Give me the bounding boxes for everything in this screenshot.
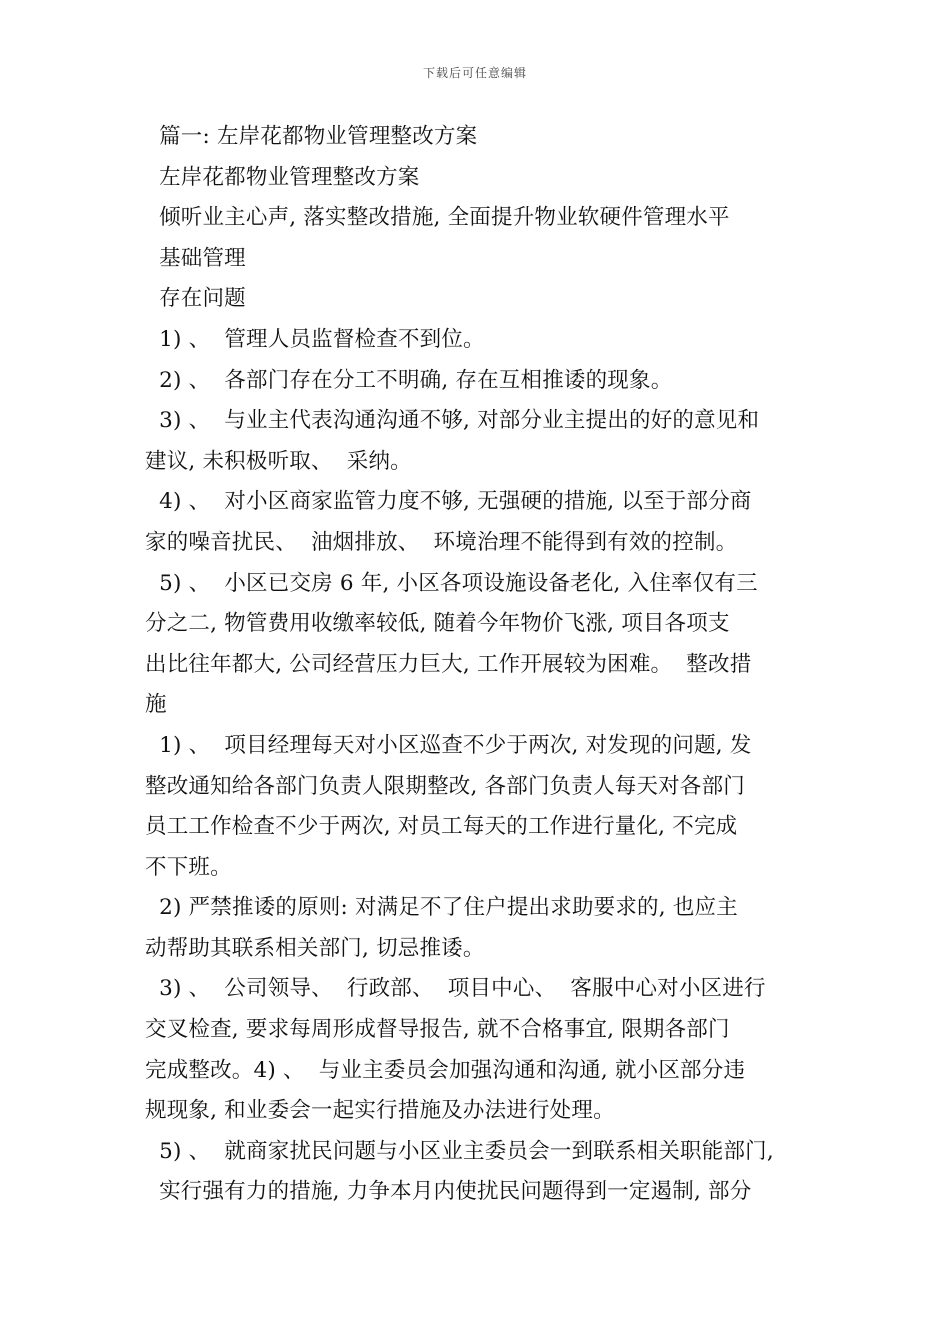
text-line: 3) 、 与业主代表沟通沟通不够, 对部分业主提出的好的意见和 [145, 408, 760, 434]
text-line: 规现象, 和业委会一起实行措施及办法进行处理。 [145, 1098, 615, 1124]
subsection-heading: 存在问题 [145, 286, 246, 312]
document-slogan: 倾听业主心声, 落实整改措施, 全面提升物业软硬件管理水平 [145, 205, 730, 231]
text-line: 3) 、 公司领导、 行政部、 项目中心、 客服中心对小区进行 [145, 976, 766, 1002]
page-header: 下载后可任意编辑 [422, 66, 527, 80]
section-heading: 基础管理 [145, 245, 246, 271]
document-body [145, 117, 813, 1213]
text-line: 1) 、 管理人员监督检查不到位。 [145, 326, 485, 352]
text-line: 出比往年都大, 公司经营压力巨大, 工作开展较为困难。 整改措 [145, 651, 752, 677]
document-title: 篇一: 左岸花都物业管理整改方案 [145, 124, 478, 149]
text-line: 5) 、 就商家扰民问题与小区业主委员会一到联系相关职能部门, [145, 1138, 774, 1164]
document-subtitle: 左岸花都物业管理整改方案 [145, 164, 420, 190]
text-line: 施 [145, 692, 167, 718]
text-line: 建议, 未积极听取、 采纳。 [145, 448, 412, 474]
text-line: 5) 、 小区已交房 6 年, 小区各项设施设备老化, 入住率仅有三 [145, 570, 758, 596]
text-line: 交叉检查, 要求每周形成督导报告, 就不合格事宜, 限期各部门 [145, 1017, 730, 1043]
text-line: 员工工作检查不少于两次, 对员工每天的工作进行量化, 不完成 [145, 814, 738, 840]
text-line: 动帮助其联系相关部门, 切忌推诿。 [145, 935, 485, 961]
text-line: 完成整改。4) 、 与业主委员会加强沟通和沟通, 就小区部分违 [145, 1057, 746, 1083]
text-line: 4) 、 对小区商家监管力度不够, 无强硬的措施, 以至于部分商 [145, 489, 752, 515]
text-line: 整改通知给各部门负责人限期整改, 各部门负责人每天对各部门 [145, 773, 745, 799]
text-line: 实行强有力的措施, 力争本月内使扰民问题得到一定遏制, 部分 [145, 1179, 752, 1205]
text-line: 家的噪音扰民、 油烟排放、 环境治理不能得到有效的控制。 [145, 529, 738, 555]
text-line: 分之二, 物管费用收缴率较低, 随着今年物价飞涨, 项目各项支 [145, 611, 730, 637]
text-line: 2) 、 各部门存在分工不明确, 存在互相推诿的现象。 [145, 367, 673, 393]
text-line: 不下班。 [145, 854, 232, 880]
text-line: 2) 严禁推诿的原则: 对满足不了住户提出求助要求的, 也应主 [145, 895, 738, 921]
text-line: 1) 、 项目经理每天对小区巡查不少于两次, 对发现的问题, 发 [145, 732, 752, 758]
